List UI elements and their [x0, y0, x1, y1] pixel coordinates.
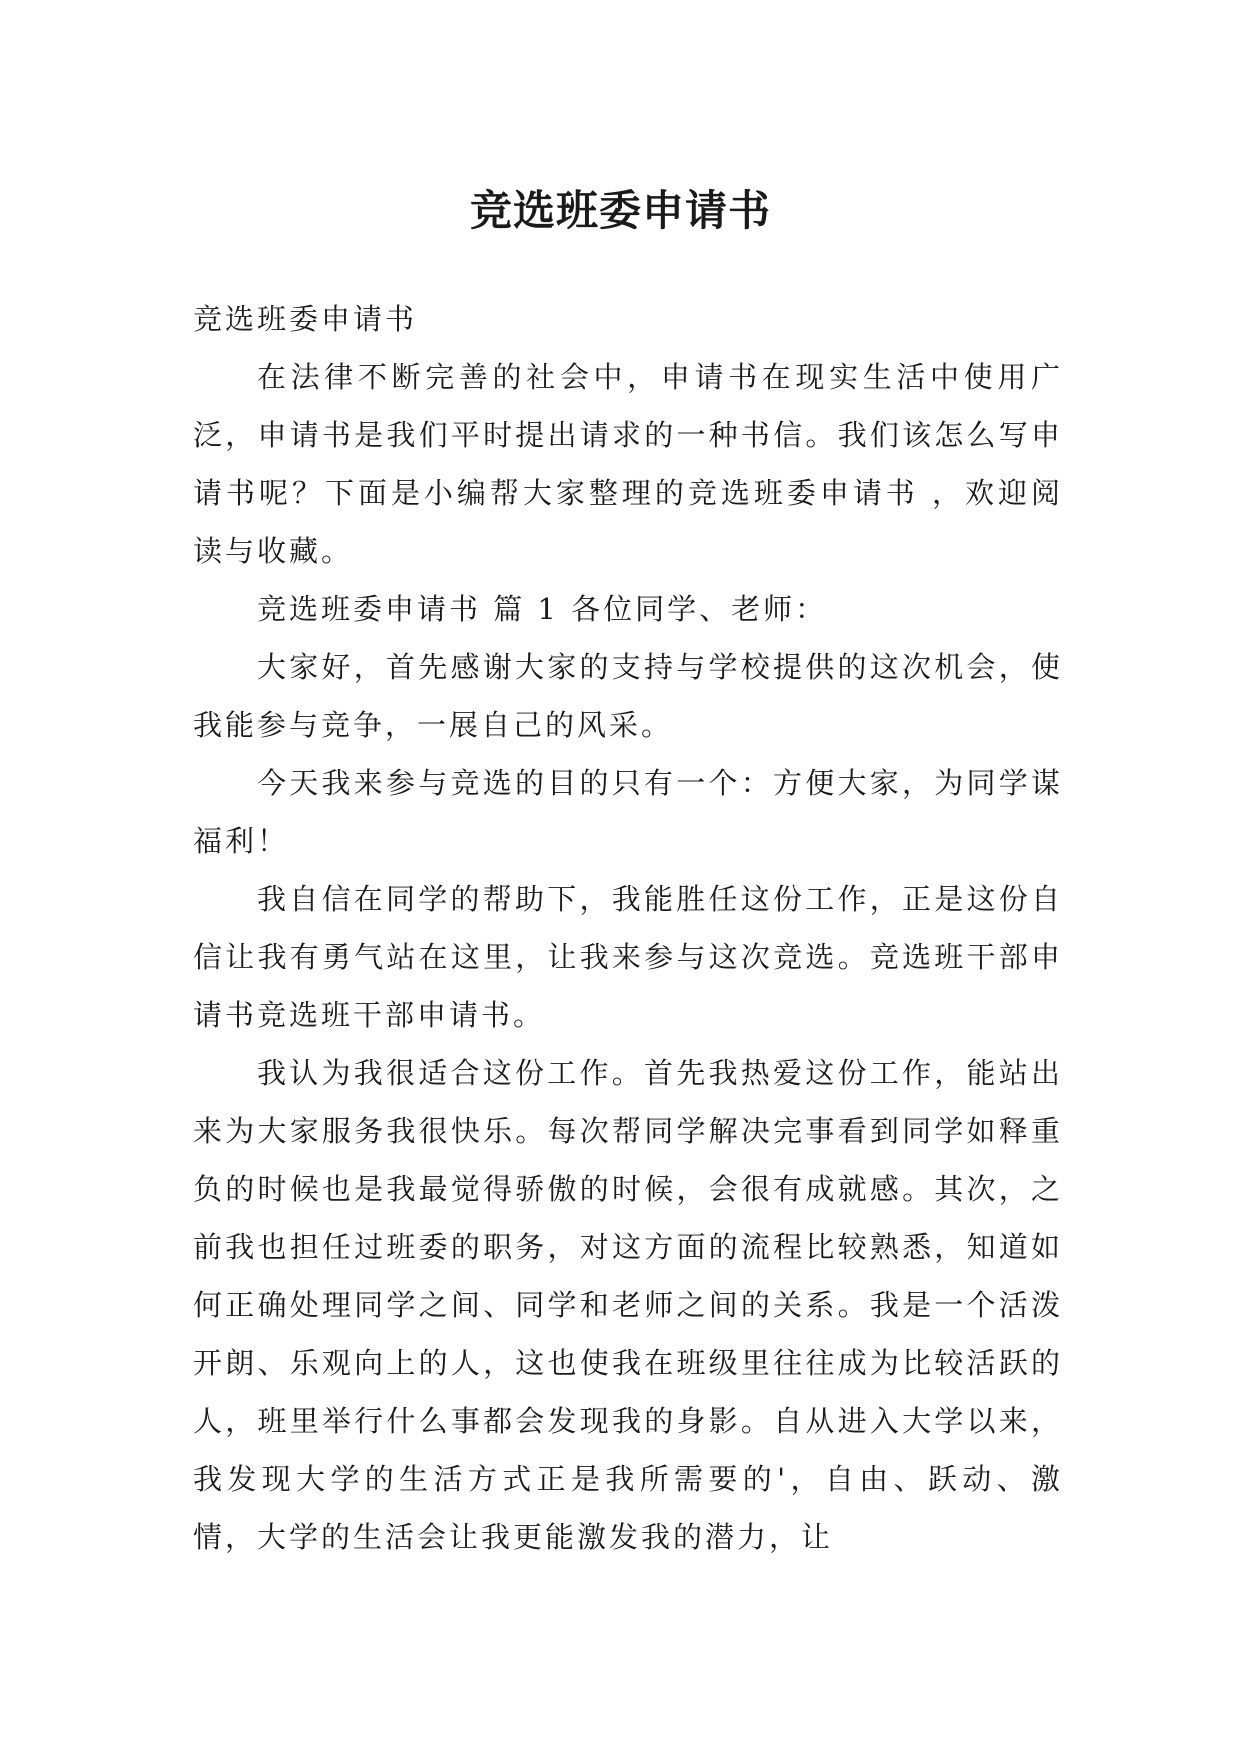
paragraph-purpose: 今天我来参与竞选的目的只有一个：方便大家，为同学谋福利！ [193, 766, 1063, 858]
paragraph-intro: 在法律不断完善的社会中，申请书在现实生活中使用广泛，申请书是我们平时提出请求的一种书信。我们该怎么写申请书呢？下面是小编帮大家整理的竞选班委申请书 ，欢迎阅读与收藏。 [193, 360, 1063, 568]
paragraph-confidence: 我自信在同学的帮助下，我能胜任这份工作，正是这份自信让我有勇气站在这里，让我来参与这次竞选。竞选班干部申请书竞选班干部申请书。 [193, 882, 1063, 1032]
paragraph-heading: 竞选班委申请书 [193, 302, 418, 336]
document-title: 竞选班委申请书 [469, 186, 771, 236]
paragraph-qualifications: 我认为我很适合这份工作。首先我热爱这份工作，能站出来为大家服务我很快乐。每次帮同学解决完事看到同学如释重负的时候也是我最觉得骄傲的时候，会很有成就感。其次，之前我也担任过班委的职务，对这方面的流程比较熟悉，知道如何正确处理同学之间、同学和老师之间的关系。我是一个活泼开朗、乐观向上的人，这也使我在班级里往往成为比较活跃的人，班里举行什么事都会发现我的身影。自从进入大学以来，我发现大学的生活方式正是我所需要的'，自由、跃动、激情，大学的生活会让我更能激发我的潜力，让 [193, 1056, 1063, 1554]
document-body [193, 290, 1063, 1566]
paragraph-greeting: 大家好，首先感谢大家的支持与学校提供的这次机会，使我能参与竞争，一展自己的风采。 [193, 650, 1063, 742]
paragraph-salutation: 竞选班委申请书 篇 1 各位同学、老师： [257, 592, 828, 626]
